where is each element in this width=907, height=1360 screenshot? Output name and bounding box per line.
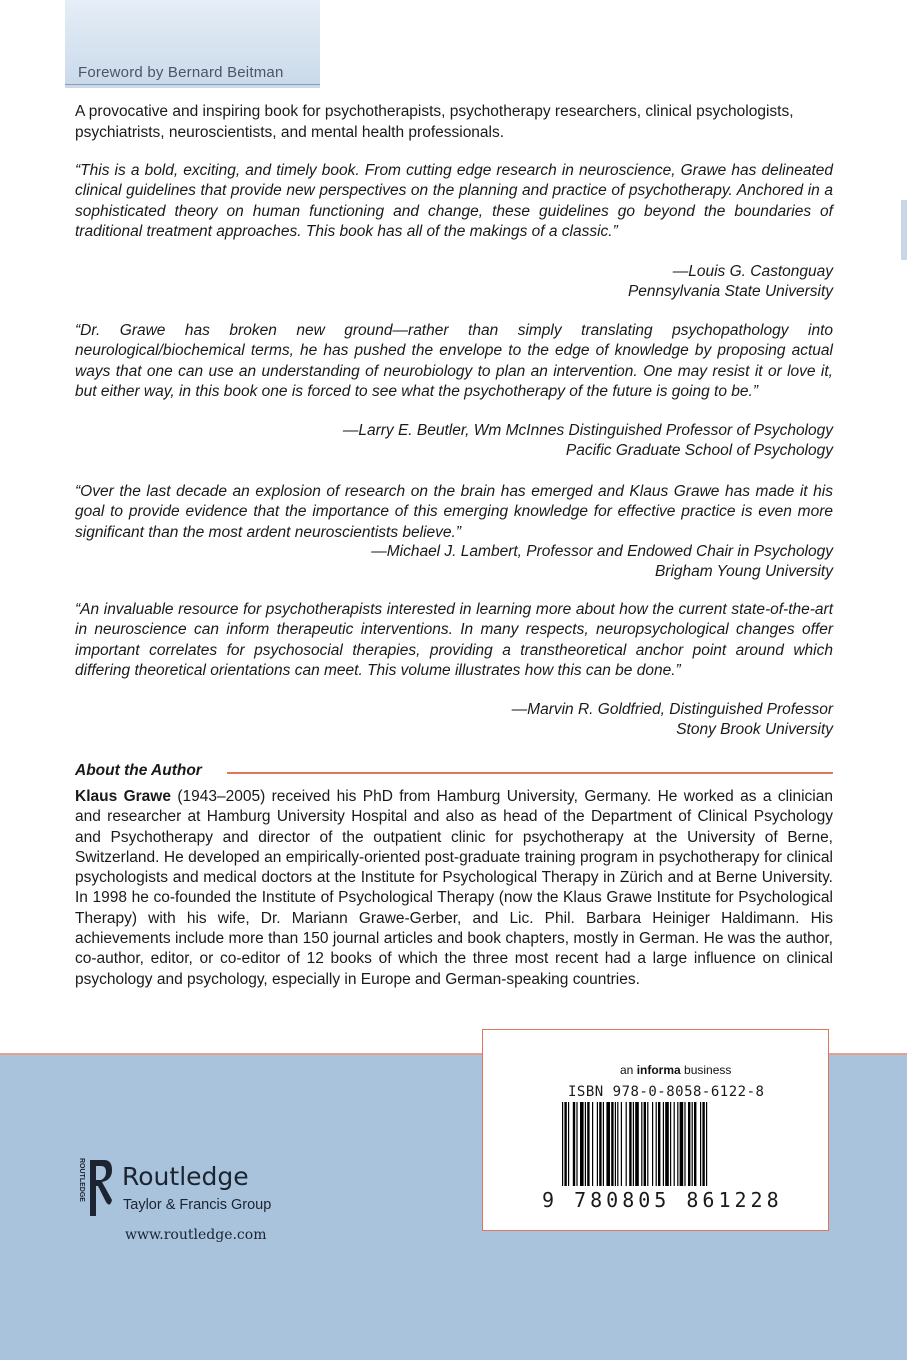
endorsement-attribution-4	[512, 700, 833, 741]
isbn-label: ISBN 978-0-8058-6122-8	[568, 1084, 765, 1100]
endorser-affiliation: Pennsylvania State University	[627, 283, 833, 301]
endorsement-attribution-3	[371, 542, 833, 583]
endorsement-attribution-2	[343, 421, 833, 462]
endorsement-attribution-1	[628, 262, 833, 303]
publisher-group: Taylor & Francis Group	[123, 1197, 272, 1213]
endorser-name: —Louis G. Castonguay	[672, 263, 833, 280]
edge-strip	[901, 200, 907, 260]
publisher-website[interactable]: www.routledge.com	[125, 1227, 267, 1243]
endorser-name: —Michael J. Lambert, Professor and Endowed Chair in Psychology	[371, 543, 833, 560]
book-blurb: A provocative and inspiring book for psychotherapists, psychotherapy researchers, clinical psychologists, psychiatrists, neuroscientists, and mental health professionals.	[75, 103, 794, 141]
author-bio-text: (1943–2005) received his PhD from Hamburg University, Germany. He worked as a clinician and researcher at Hamburg University Hospital and also as head of the Department of Clinical Psychology and Psychotherapy and director of the outpatient clinic for psychotherapy at the University of Berne, Switzerland. He developed an empirically-oriented post-graduate training program in psychotherapy for clinical psychologists and medical doctors at the Institute for Psychological Therapy in Zürich and at Berne University. In 1998 he co-founded the Institute of Psychological Therapy (now the Klaus Grawe Institute for Psychological Therapy) with his wife, Dr. Mariann Grawe-Gerber, and Lic. Phil. Barbara Heiniger Haldimann. His achievements include more than 150 journal articles and book chapters, mostly in German. He was the author, co-author, editor, or co-editor of 12 books of which the three most recent had a large influence on clinical psychology and psychology, especially in Europe and German-speaking countries.	[75, 788, 833, 988]
about-rule	[227, 772, 833, 774]
endorser-name: —Marvin R. Goldfried, Distinguished Professor	[511, 701, 833, 718]
about-author-heading: About the Author	[75, 762, 202, 779]
foreword-credit: Foreword by Bernard Beitman	[78, 64, 284, 81]
barcode-image	[562, 1102, 756, 1188]
svg-text:ROUTLEDGE: ROUTLEDGE	[78, 1158, 85, 1202]
informa-tagline: an informa business	[620, 1063, 732, 1077]
barcode-digits: 9 780805 861228	[542, 1188, 783, 1212]
foreword-rule	[65, 84, 320, 85]
endorsement-quote-3: “Over the last decade an explosion of research on the brain has emerged and Klaus Grawe has made it his goal to provide evidence that the importance of this emerging knowledge for effective practice is even more significant than the most ardent neuroscientists believe.”	[75, 483, 833, 541]
endorser-affiliation: Pacific Graduate School of Psychology	[565, 442, 833, 460]
author-bio	[75, 787, 833, 990]
routledge-logo-icon	[70, 1156, 114, 1220]
endorsement-quote-2: “Dr. Grawe has broken new ground—rather than simply translating psychopathology into neurological/biochemical terms, he has pushed the envelope to the edge of knowledge by proposing actual ways that one can use an understanding of neurobiology to plan an intervention. One may resist it or love it, but either way, in this book one is forced to see what the psychotherapy of the future is going to be.”	[75, 322, 833, 401]
endorser-name: —Larry E. Beutler, Wm McInnes Distinguished Professor of Psychology	[342, 422, 833, 439]
endorser-affiliation: Brigham Young University	[654, 563, 833, 581]
endorser-affiliation: Stony Brook University	[676, 721, 833, 739]
publisher-name: Routledge	[122, 1162, 249, 1191]
endorsement-quote-1: “This is a bold, exciting, and timely book. From cutting edge research in neuroscience, Grawe has delineated clinical guidelines that provide new perspectives on the planning and practice of psychotherapy. Anchored in a sophisticated theory on human functioning and change, these guidelines go beyond the boundaries of traditional treatment approaches. This book has all of the makings of a classic.”	[75, 162, 833, 241]
endorsement-quote-4: “An invaluable resource for psychotherapists interested in learning more about how the current state-of-the-art in neuroscience can inform therapeutic interventions. In many respects, neuropsychological changes offer important correlates for psychosocial therapies, providing a transtheoretical anchor point around which differing theoretical orientations can meet. This volume illustrates how this can be done.”	[75, 601, 833, 680]
author-name: Klaus Grawe	[75, 788, 171, 805]
